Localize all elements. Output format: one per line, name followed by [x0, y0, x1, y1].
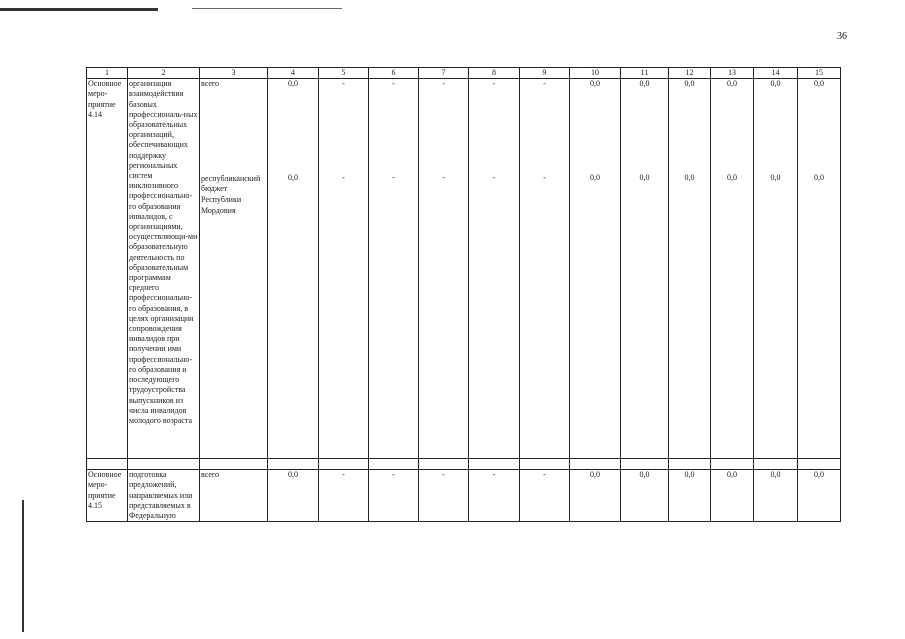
value-budget: 0,0: [288, 173, 298, 183]
value-total: 0,0: [570, 470, 621, 522]
column-header: 7: [419, 68, 469, 79]
column-header: 6: [369, 68, 419, 79]
value-cell: [570, 79, 621, 459]
column-header: 11: [621, 68, 669, 79]
column-header: 5: [319, 68, 369, 79]
value-total: 0,0: [727, 79, 737, 89]
budget-table: [86, 67, 841, 522]
value-total: -: [520, 470, 570, 522]
value-total: -: [342, 79, 345, 89]
value-budget: -: [543, 173, 546, 183]
column-header: 2: [128, 68, 200, 79]
column-header: 14: [754, 68, 798, 79]
source-total: всего: [200, 470, 268, 522]
value-total: -: [319, 470, 369, 522]
value-cell: [621, 79, 669, 459]
column-header: 13: [711, 68, 754, 79]
value-total: -: [419, 470, 469, 522]
value-cell: [319, 79, 369, 459]
column-header: 4: [268, 68, 319, 79]
value-cell: [520, 79, 570, 459]
column-header: 12: [669, 68, 711, 79]
column-header: 3: [200, 68, 268, 79]
value-total: 0,0: [590, 79, 600, 89]
value-total: -: [469, 470, 520, 522]
binding-margin-line: [22, 500, 24, 632]
measure-row: [87, 79, 841, 459]
measure-label: Основное меpo-приятие 4.14: [87, 79, 128, 459]
value-total: -: [442, 79, 445, 89]
funding-source-cell: [200, 79, 268, 459]
value-cell: [754, 79, 798, 459]
value-total: 0,0: [268, 470, 319, 522]
value-total: 0,0: [798, 470, 841, 522]
value-budget: -: [442, 173, 445, 183]
column-header: 9: [520, 68, 570, 79]
column-number-row: [87, 68, 841, 79]
measure-description: подготовка предложений, направляемых или представляемых в Федеральную: [128, 470, 200, 522]
value-total: 0,0: [669, 470, 711, 522]
value-total: 0,0: [754, 470, 798, 522]
page-number: 36: [837, 31, 847, 42]
value-budget: 0,0: [684, 173, 695, 183]
column-header: 10: [570, 68, 621, 79]
value-total: 0,0: [288, 79, 298, 89]
column-header: 8: [469, 68, 520, 79]
value-total: -: [392, 79, 395, 89]
value-total: 0,0: [639, 79, 650, 89]
value-budget: 0,0: [639, 173, 650, 183]
value-total: 0,0: [621, 470, 669, 522]
value-budget: 0,0: [814, 173, 824, 183]
header-rule-right: [192, 8, 342, 9]
value-budget: -: [342, 173, 345, 183]
source-budget: республиканский бюджет Республики Мордовия: [201, 173, 261, 215]
value-cell: [268, 79, 319, 459]
header-rule-left: [0, 8, 158, 11]
value-cell: [469, 79, 520, 459]
source-total: всего: [201, 79, 220, 89]
value-total: 0,0: [770, 79, 781, 89]
value-cell: [669, 79, 711, 459]
value-budget: -: [492, 173, 496, 183]
value-total: -: [543, 79, 546, 89]
spacer-row: [87, 459, 841, 470]
value-total: 0,0: [814, 79, 824, 89]
value-total: -: [369, 470, 419, 522]
measure-label: Основное меро-приятие 4.15: [87, 470, 128, 522]
value-total: 0,0: [711, 470, 754, 522]
value-budget: -: [392, 173, 395, 183]
value-total: -: [492, 79, 496, 89]
value-cell: [798, 79, 841, 459]
value-budget: 0,0: [727, 173, 737, 183]
value-budget: 0,0: [770, 173, 781, 183]
value-total: 0,0: [684, 79, 695, 89]
value-cell: [369, 79, 419, 459]
value-cell: [419, 79, 469, 459]
column-header: 15: [798, 68, 841, 79]
value-budget: 0,0: [590, 173, 600, 183]
measure-row: [87, 470, 841, 522]
value-cell: [711, 79, 754, 459]
column-header: 1: [87, 68, 128, 79]
measure-description: организация взаимодействия базовых профессиональ-ных образовательных организаций, обеспечивающих поддержку региональных систем инклюзивного профессионально-го образования инвалидов, с организациями, осуществляющи-ми образовательную деятельность по образовательным программам среднего профессионально-го образования, в целях организации сопровождения инвалидов при получении ими профессионально-го образования и последующего трудоустройства выпускников из числа инвалидов молодого возраста: [128, 79, 200, 459]
